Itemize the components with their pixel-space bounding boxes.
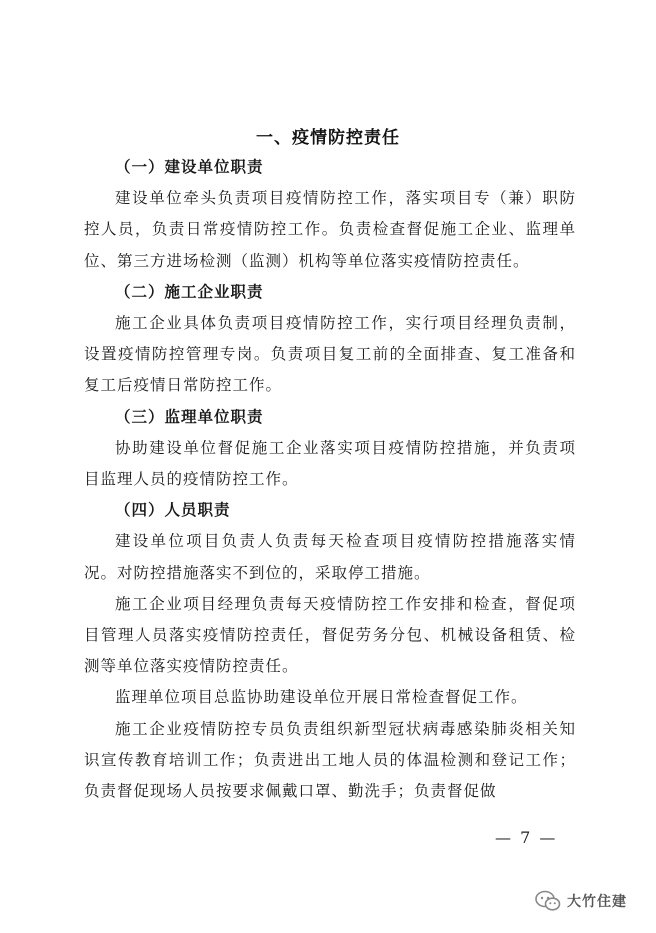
- paragraph: 建设单位牵头负责项目疫情防控工作，落实项目专（兼）职防控人员，负责日常疫情防控工作。负责检查督促施工企业、监理单位、第三方进场检测（监测）机构等单位落实疫情防控责任。: [84, 189, 576, 270]
- subsection-heading: （四）人员职责: [115, 501, 231, 520]
- subsection-heading: （一）建设单位职责: [115, 158, 264, 176]
- paragraph: 施工企业具体负责项目疫情防控工作，实行项目经理负责制，设置疫情防控管理专岗。负责项目复工前的全面排查、复工准备和复工后疫情日常防控工作。: [84, 314, 576, 395]
- section-title: 一、疫情防控责任: [256, 128, 400, 148]
- paragraph: 施工企业疫情防控专员负责组织新型冠状病毒感染肺炎相关知识宣传教育培训工作；负责进出工地人员的体温检测和登记工作；负责督促现场人员按要求佩戴口罩、勤洗手；负责督促做: [84, 719, 576, 801]
- paragraph: 施工企业项目经理负责每天疫情防控工作安排和检查，督促项目管理人员落实疫情防控责任，督促劳务分包、机械设备租赁、检测等单位落实疫情防控责任。: [84, 594, 576, 676]
- wechat-icon: [535, 890, 561, 912]
- subsection-heading: （二）施工企业职责: [115, 282, 264, 301]
- paragraph: 监理单位项目总监协助建设单位开展日常检查督促工作。: [115, 688, 528, 707]
- subsection-heading: （三）监理单位职责: [115, 407, 264, 426]
- paragraph: 协助建设单位督促施工企业落实项目疫情防控措施，并负责项目监理人员的疫情防控工作。: [84, 438, 576, 489]
- watermark-text: 大竹住建: [567, 894, 627, 910]
- watermark: [535, 890, 627, 912]
- paragraph: 建设单位项目负责人负责每天检查项目疫情防控措施落实情况。对防控措施落实不到位的，采取停工措施。: [84, 532, 576, 582]
- document-body: [84, 152, 576, 807]
- page-number: — 7 —: [495, 828, 558, 847]
